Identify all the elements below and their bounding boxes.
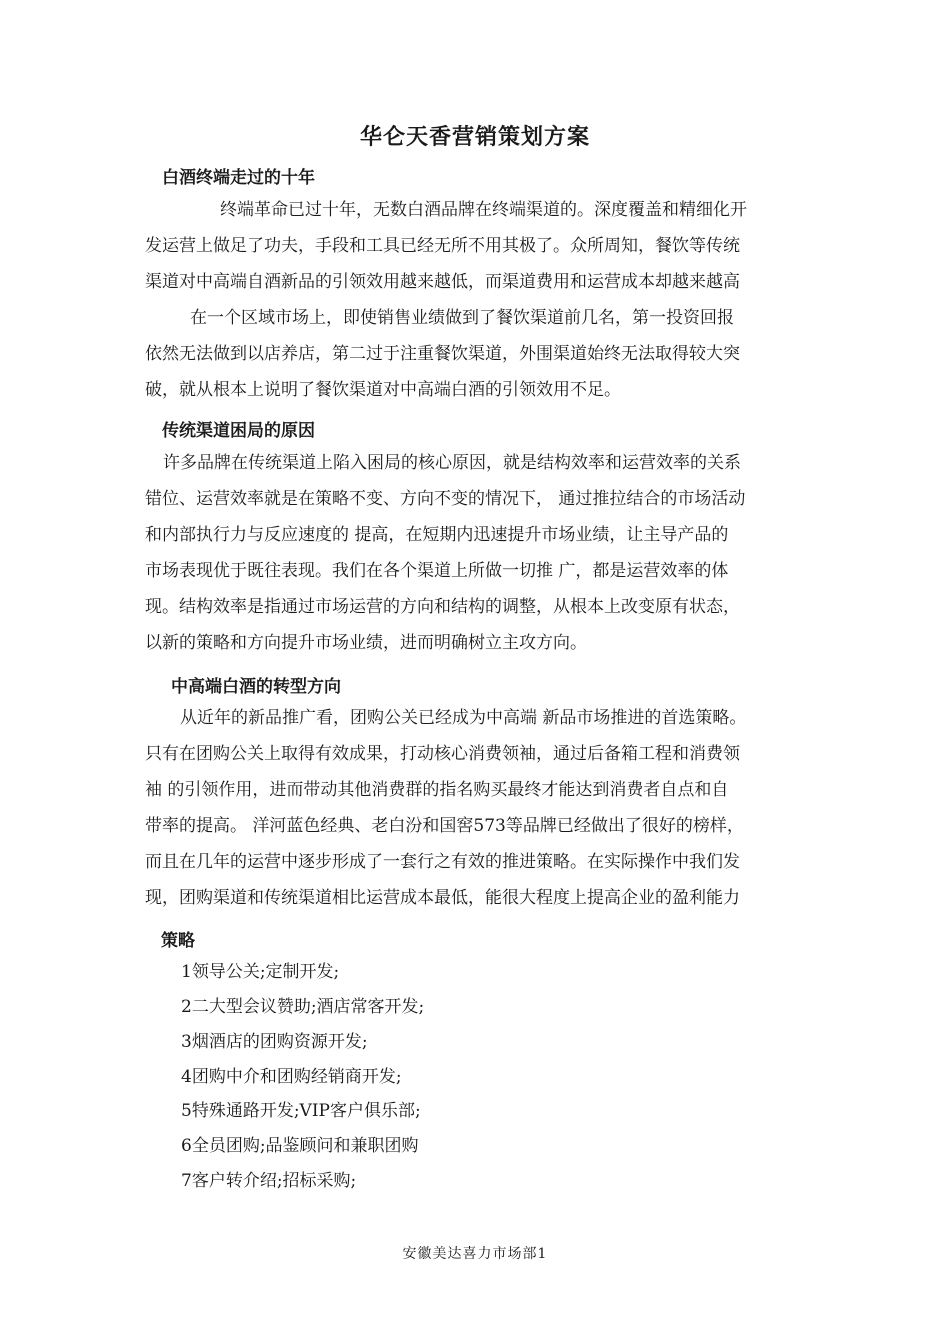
section-heading-3: 中高端白酒的转型方向: [171, 677, 341, 697]
paragraph-line: 错位、运营效率就是在策略不变、方向不变的情况下， 通过推拉结合的市场活动: [145, 489, 746, 509]
paragraph-line: 发运营上做足了功夫，手段和工具已经无所不用其极了。众所周知，餐饮等传统: [145, 236, 740, 256]
paragraph-line: 和内部执行力与反应速度的 提高，在短期内迅速提升市场业绩，让主导产品的: [145, 525, 729, 545]
strategy-item: 3烟酒店的团购资源开发;: [181, 1032, 368, 1052]
paragraph-line: 渠道对中高端自酒新品的引领效用越来越低，而渠道费用和运营成本却越来越高: [145, 272, 740, 292]
paragraph-line: 只有在团购公关上取得有效成果，打动核心消费领袖，通过后备箱工程和消费领: [145, 744, 740, 764]
paragraph-line: 终端革命已过十年，无数白酒品牌在终端渠道的。深度覆盖和精细化开: [220, 200, 747, 220]
strategy-item: 7客户转介绍;招标采购;: [181, 1171, 357, 1191]
document-title: 华仑天香营销策划方案: [359, 125, 590, 150]
page-footer: 安徽美达喜力市场部1: [402, 1246, 548, 1262]
paragraph-line: 现，团购渠道和传统渠道相比运营成本最低，能很大程度上提高企业的盈利能力: [145, 888, 740, 908]
paragraph-line: 破，就从根本上说明了餐饮渠道对中高端白酒的引领效用不足。: [145, 380, 621, 400]
paragraph-line: 市场表现优于既往表现。我们在各个渠道上所做一切推 广，都是运营效率的体: [145, 561, 729, 581]
paragraph-line: 许多品牌在传统渠道上陷入困局的核心原因，就是结构效率和运营效率的关系: [163, 453, 741, 473]
paragraph-line: 在一个区域市场上，即使销售业绩做到了餐饮渠道前几名，第一投资回报: [190, 308, 734, 328]
strategy-item: 4团购中介和团购经销商开发;: [181, 1067, 402, 1087]
paragraph-line: 而且在几年的运营中逐步形成了一套行之有效的推进策略。在实际操作中我们发: [145, 852, 740, 872]
strategy-item: 5特殊通路开发;VIP客户俱乐部;: [181, 1101, 421, 1121]
section-heading-2: 传统渠道困局的原因: [162, 421, 315, 441]
paragraph-line: 袖 的引领作用，进而带动其他消费群的指名购买最终才能达到消费者自点和自: [145, 780, 729, 800]
strategy-heading: 策略: [161, 931, 195, 951]
strategy-item: 1领导公关;定制开发;: [181, 962, 340, 982]
strategy-item: 6全员团购;品鉴顾问和兼职团购: [181, 1136, 419, 1156]
section-heading-1: 白酒终端走过的十年: [162, 168, 315, 188]
paragraph-line: 依然无法做到以店养店，第二过于注重餐饮渠道，外围渠道始终无法取得较大突: [145, 344, 740, 364]
paragraph-line: 带率的提高。 洋河蓝色经典、老白汾和国窖573等品牌已经做出了很好的榜样，: [145, 816, 744, 836]
paragraph-line: 现。结构效率是指通过市场运营的方向和结构的调整，从根本上改变原有状态，: [145, 597, 740, 617]
strategy-item: 2二大型会议赞助;酒店常客开发;: [181, 997, 425, 1017]
paragraph-line: 以新的策略和方向提升市场业绩，进而明确树立主攻方向。: [145, 633, 587, 653]
paragraph-line: 从近年的新品推广看，团购公关已经成为中高端 新品市场推进的首选策略。: [180, 708, 747, 728]
